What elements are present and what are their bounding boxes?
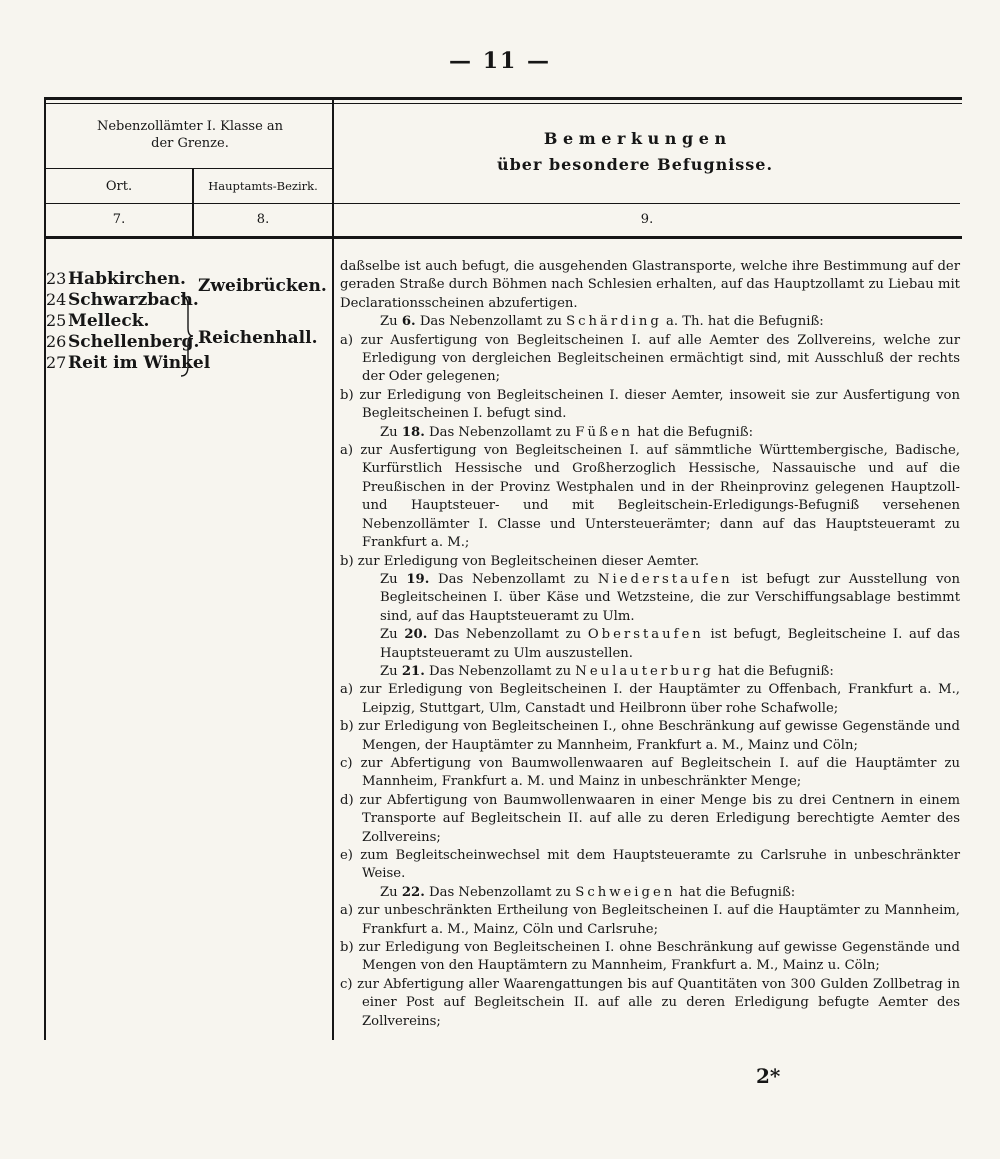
- remark-heading-21: Zu 21. Das Nebenzollamt zu Neulauterburg hat die Befugniß:: [380, 663, 834, 679]
- place-name: Schwarzbach.: [68, 290, 199, 310]
- table-top-rule: [44, 97, 962, 100]
- place-name: Habkirchen.: [68, 269, 186, 289]
- remark-item: b) zur Erledigung von Begleitscheinen I. ohne Beschränkung auf gewisse Gegenstände und Mengen von den Hauptämtern zu Mannheim, Frankfurt a. M., Mainz u. Cöln;: [340, 940, 960, 974]
- place-name: Melleck.: [68, 311, 150, 331]
- col9-header-title: B e m e r k u n g e n: [543, 129, 727, 148]
- remarks-text: [340, 258, 960, 1031]
- remark-item: c) zur Abfertigung aller Waarengattungen bis auf Quantitäten von 300 Gulden Zollbetrag in einer Post auf Begleitschein II. auf alle zu deren Erledigung befugte Aemter des Zollvereins;: [340, 976, 960, 1029]
- place-number: 27: [46, 353, 67, 372]
- place-number: 25: [46, 311, 67, 330]
- header-rule: [46, 203, 960, 204]
- col-number-8: 8.: [256, 212, 270, 227]
- table-top-rule-thin: [44, 103, 962, 104]
- col7-header-title: Nebenzollämter I. Klasse an der Grenze.: [96, 119, 284, 151]
- col-number-7: 7.: [112, 212, 126, 227]
- remark-heading-18: Zu 18. Das Nebenzollamt zu Füßen hat die Befugniß:: [380, 424, 754, 440]
- subheader-rule: [46, 168, 334, 169]
- col9-header-subtitle: über besondere Befugnisse.: [496, 155, 774, 174]
- place-name: Schellenberg.: [68, 332, 200, 352]
- remark-item: c) zur Abfertigung von Baumwollenwaaren auf Begleitschein I. auf die Hauptämter zu Mannheim, Frankfurt a. M. und Mainz in unbeschränkter Menge;: [340, 755, 960, 790]
- place-number: 23: [46, 269, 67, 288]
- column-border-left: [44, 100, 46, 1040]
- column-border-8-9: [332, 100, 334, 1040]
- remark-item: a) zur Erledigung von Begleitscheinen I. der Hauptämter zu Offenbach, Frankfurt a. M., Leipzig, Stuttgart, Ulm, Canstadt und Heilbronn über rohe Schafwolle;: [340, 682, 960, 716]
- remark-item: b) zur Erledigung von Begleitscheinen dieser Aemter.: [340, 553, 700, 569]
- remark-item: a) zur Ausfertigung von Begleitscheinen I. auf sämmtliche Württembergische, Badische, Kurfürstlich Hessische und Großherzoglich Hessische, Nassauische und auf die Preußischen in der Provinz Westphalen und in der Rheinprovinz gelegenen Hauptzoll- und Hauptsteuer- und mit Begleitschein-Erledigungs-Befugniß versehenen Nebenzollämter I. Classe und Untersteuerämter; dann auf das Hauptsteueramt zu Frankfurt a. M.;: [340, 443, 960, 551]
- remark-item: e) zum Begleitscheinwechsel mit dem Hauptsteueramte zu Carlsruhe in unbeschränkter Weise.: [340, 848, 960, 882]
- place-name: Reit im Winkel: [68, 353, 211, 373]
- page-number: — 11 —: [449, 48, 551, 74]
- col8-header: Hauptamts-Bezirk.: [208, 179, 318, 193]
- place-number: 24: [46, 290, 67, 309]
- list-item: [46, 268, 210, 289]
- remark-item: a) zur unbeschränkten Ertheilung von Begleitscheinen I. auf die Hauptämter zu Mannheim, Frankfurt a. M., Mainz, Cöln und Carlsruhe;: [340, 903, 960, 937]
- colnum-rule: [44, 236, 962, 239]
- signature-mark: 2*: [756, 1064, 781, 1088]
- remark-heading-19: Zu 19. Das Nebenzollamt zu Niederstaufen ist befugt zur Ausstellung von Begleitscheinen I. über Käse und Wetzsteine, die zur Verschiffungsablage bestimmt sind, auf das Hauptsteueramt zu Ulm.: [380, 571, 960, 624]
- remark-heading-20: Zu 20. Das Nebenzollamt zu Oberstaufen ist befugt, Begleitscheine I. auf das Hauptsteueramt zu Ulm auszustellen.: [380, 627, 960, 661]
- remark-item: d) zur Abfertigung von Baumwollenwaaren in einer Menge bis zu drei Centnern in einem Transporte auf Begleitschein II. auf alle zu deren Erledigung berechtigte Aemter des Zollvereins;: [340, 792, 960, 845]
- remark-item: b) zur Erledigung von Begleitscheinen I., ohne Beschränkung auf gewisse Gegenstände und Mengen, der Hauptämter zu Mannheim, Frankfurt a. M., Mainz und Cöln;: [340, 719, 960, 753]
- office-zweibruecken: Zweibrücken.: [198, 276, 327, 296]
- col7-header-ort: Ort.: [105, 179, 133, 194]
- col-number-9: 9.: [640, 212, 654, 227]
- grouping-brace: [178, 294, 194, 378]
- place-number: 26: [46, 332, 67, 351]
- remark-heading-22: Zu 22. Das Nebenzollamt zu Schweigen hat die Befugniß:: [380, 884, 796, 900]
- remark-item: a) zur Ausfertigung von Begleitscheinen I. auf alle Aemter des Zollvereins, welche zur Erledigung von dergleichen Begleitscheinen ermächtigt sind, mit Ausschluß der rechts der Oder gelegenen;: [340, 332, 960, 385]
- remarks-continuation: daßselbe ist auch befugt, die ausgehenden Glastransporte, welche ihre Bestimmung auf der geraden Straße durch Böhmen nach Schlesien erhalten, auf das Hauptzollamt zu Liebau mit Declarationsscheinen abzufertigen.: [340, 259, 960, 311]
- remark-item: b) zur Erledigung von Begleitscheinen I. dieser Aemter, insoweit sie zur Ausfertigung von Begleitscheinen I. befugt sind.: [340, 387, 960, 422]
- office-reichenhall: Reichenhall.: [198, 328, 318, 348]
- remark-heading-6: Zu 6. Das Nebenzollamt zu Schärding a. Th. hat die Befugniß:: [380, 314, 824, 330]
